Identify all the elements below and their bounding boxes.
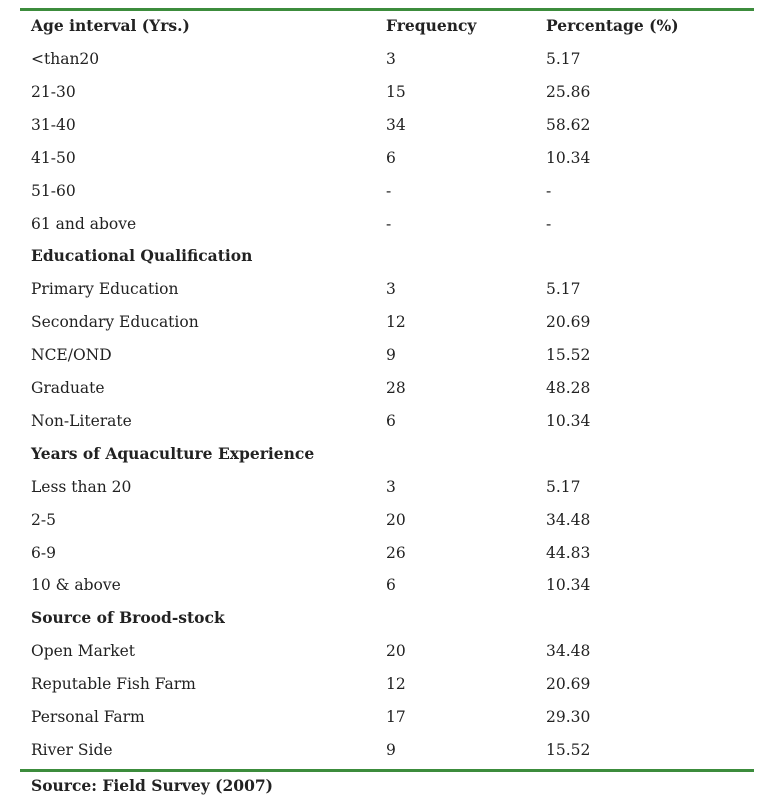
row-label: 41-50 <box>31 148 76 167</box>
header-percentage: Percentage (%) <box>546 16 679 35</box>
header-frequency: Frequency <box>386 16 477 35</box>
table-row <box>0 478 766 511</box>
frequency-cell: 17 <box>386 708 406 726</box>
row-label: Less than 20 <box>31 477 132 496</box>
percentage-cell: 10.34 <box>546 148 591 167</box>
frequency-cell: 28 <box>386 379 406 397</box>
frequency-cell: 12 <box>386 675 406 694</box>
frequency-cell: 9 <box>386 346 396 365</box>
section-heading: Years of Aquaculture Experience <box>31 443 315 463</box>
row-label: 2-5 <box>31 510 56 529</box>
table-row <box>0 83 766 116</box>
table-row <box>0 280 766 313</box>
row-label: 31-40 <box>31 115 76 134</box>
percentage-cell: 10.34 <box>546 576 591 595</box>
table-row <box>0 412 766 445</box>
row-label: Personal Farm <box>31 708 145 726</box>
frequency-cell: 6 <box>386 148 396 167</box>
percentage-cell: - <box>546 214 552 233</box>
row-label: Secondary Education <box>31 313 199 332</box>
row-label: 10 & above <box>31 576 121 595</box>
table-row <box>0 511 766 544</box>
section-heading: Educational Qualification <box>31 246 253 266</box>
frequency-cell: 3 <box>386 50 396 68</box>
table-top-rule <box>20 8 754 11</box>
header-age-interval: Age interval (Yrs.) <box>31 16 190 35</box>
table-source-note: Source: Field Survey (2007) <box>31 776 273 795</box>
row-label: River Side <box>31 740 113 759</box>
table-row <box>0 544 766 577</box>
section-heading: Source of Brood-stock <box>31 608 225 628</box>
frequency-cell: 26 <box>386 543 406 562</box>
percentage-cell: 15.52 <box>546 346 591 365</box>
percentage-cell: 5.17 <box>546 477 581 496</box>
row-label: 21-30 <box>31 82 76 101</box>
row-label: 6-9 <box>31 543 56 562</box>
percentage-cell: 34.48 <box>546 510 591 529</box>
table-row <box>0 215 766 248</box>
frequency-cell: - <box>386 214 392 233</box>
table-row <box>0 379 766 412</box>
table-row <box>0 708 766 741</box>
percentage-cell: 20.69 <box>546 675 591 694</box>
percentage-cell: 20.69 <box>546 313 591 332</box>
percentage-cell: 5.17 <box>546 50 581 68</box>
frequency-cell: 9 <box>386 740 396 759</box>
percentage-cell: 25.86 <box>546 82 591 101</box>
row-label: Open Market <box>31 642 136 661</box>
table-row <box>0 313 766 346</box>
table-row <box>0 50 766 83</box>
section-heading-row <box>0 609 766 642</box>
frequency-cell: 20 <box>386 510 406 529</box>
percentage-cell: 15.52 <box>546 740 591 759</box>
row-label: 51-60 <box>31 181 76 200</box>
table-row <box>0 576 766 609</box>
frequency-cell: 3 <box>386 477 396 496</box>
table-row <box>0 675 766 708</box>
percentage-cell: 10.34 <box>546 411 591 430</box>
frequency-cell: 6 <box>386 411 396 430</box>
section-heading-row <box>0 247 766 280</box>
table-row <box>0 149 766 182</box>
row-label: Reputable Fish Farm <box>31 675 196 694</box>
frequency-cell: - <box>386 181 392 200</box>
row-label: Graduate <box>31 379 105 397</box>
table-row <box>0 642 766 675</box>
table-row <box>0 116 766 149</box>
percentage-cell: 34.48 <box>546 642 591 661</box>
frequency-cell: 6 <box>386 576 396 595</box>
frequency-cell: 3 <box>386 280 396 299</box>
table-row <box>0 182 766 215</box>
row-label: 61 and above <box>31 214 137 233</box>
section-heading-row <box>0 445 766 478</box>
table-bottom-rule <box>20 769 754 772</box>
percentage-cell: - <box>546 181 552 200</box>
percentage-cell: 44.83 <box>546 543 591 562</box>
row-label: NCE/OND <box>31 346 112 365</box>
row-label: Primary Education <box>31 280 179 299</box>
row-label: <than20 <box>31 50 100 68</box>
frequency-cell: 12 <box>386 313 406 332</box>
table-row <box>0 346 766 379</box>
row-label: Non-Literate <box>31 411 132 430</box>
frequency-cell: 34 <box>386 115 406 134</box>
percentage-cell: 29.30 <box>546 708 591 726</box>
frequency-cell: 15 <box>386 82 406 101</box>
percentage-cell: 48.28 <box>546 379 591 397</box>
percentage-cell: 5.17 <box>546 280 581 299</box>
frequency-cell: 20 <box>386 642 406 661</box>
percentage-cell: 58.62 <box>546 115 591 134</box>
